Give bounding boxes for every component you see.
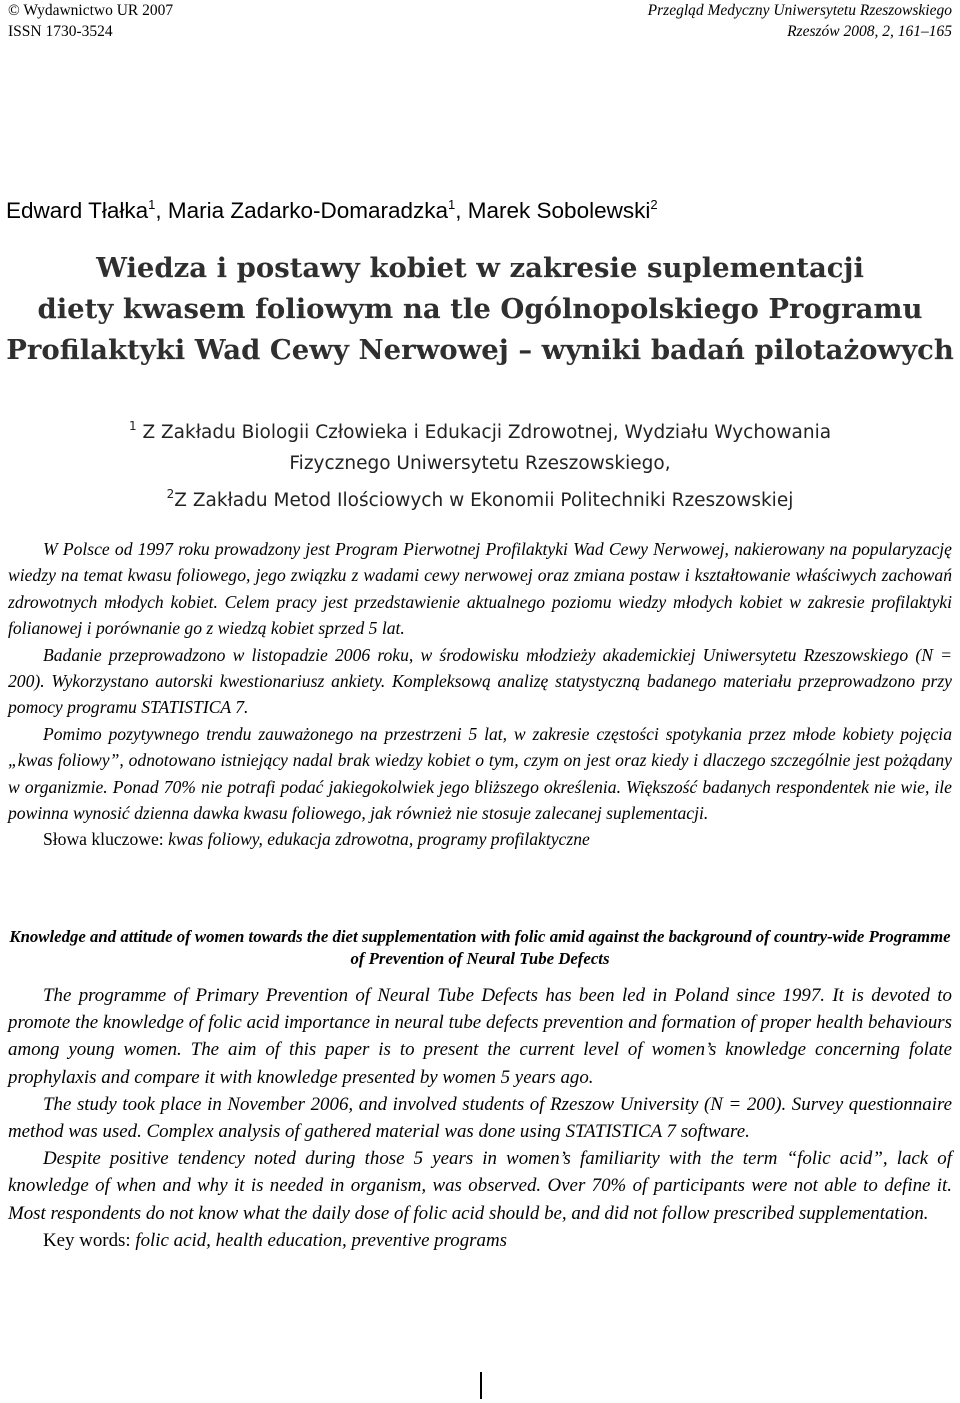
author-separator: ,	[155, 198, 168, 223]
journal-name: Przegląd Medyczny Uniwersytetu Rzeszowskiego	[647, 2, 952, 19]
keywords-polish	[8, 826, 952, 852]
abstract-polish	[8, 536, 952, 853]
keywords-label: Słowa kluczowe:	[43, 829, 169, 850]
title-line: diety kwasem foliowym na tle Ogólnopolskiego Programu	[37, 293, 923, 325]
journal-issue: Rzeszów 2008, 2, 161–165	[787, 23, 952, 40]
abstract-english	[8, 982, 952, 1254]
publisher-copyright: © Wydawnictwo UR 2007	[8, 2, 174, 19]
keywords-label: Key words:	[43, 1229, 136, 1251]
abstract-paragraph: Badanie przeprowadzono w listopadzie 2006 roku, w środowisku młodzieży akademickiej Uniwersytetu Rzeszowskiego (N = 200). Wykorzystano autorski kwestionariusz ankiety. Kompleksową analizę statystyczną badanego materiału przeprowadzono przy pomocy programu STATISTICA 7.	[8, 644, 952, 718]
paper-title	[0, 248, 960, 371]
running-header-line-1	[8, 0, 952, 22]
abstract-paragraph: The study took place in November 2006, and involved students of Rzeszow University (N = 200). Survey questionnaire method was used. Complex analysis of gathered material was done using STATISTICA 7 software.	[8, 1093, 952, 1143]
affiliations	[0, 411, 960, 516]
author-name: Marek Sobolewski	[467, 198, 651, 223]
issn: ISSN 1730-3524	[8, 23, 113, 40]
abstract-paragraph: Pomimo pozytywnego trendu zauważonego na przestrzeni 5 lat, w zakresie częstości spotykania przez młode kobiety pojęcia „kwas foliowy”, odnotowano istniejący nadal brak wiedzy kobiet o tym, czym on jest oraz kiedy i dlaczego szczególnie jest pożądany w organizmie. Ponad 70% nie potrafi podać jakiegokolwiek jego bliższego określenia. Większość badanych respondentek nie wie, ile powinna wynosić dzienna dawka kwasu foliowego, jak również nie stosuje zalecanej suplementacji.	[8, 723, 952, 824]
title-line: Profilaktyki Wad Cewy Nerwowej – wyniki badań pilotażowych	[6, 334, 954, 366]
author-list	[6, 197, 658, 224]
author-separator: ,	[455, 198, 468, 223]
affiliation-mark: 2	[166, 487, 175, 501]
title-line: Wiedza i postawy kobiet w zakresie suplementacji	[96, 252, 864, 284]
affiliation-mark: 1	[128, 419, 137, 433]
abstract-paragraph: Despite positive tendency noted during those 5 years in women’s familiarity with the term “folic acid”, lack of knowledge of when and why it is needed in organism, was observed. Over 70% of participants were not able to define it. Most respondents do not know what the daily dose of folic acid should be, and did not follow prescribed supplementation.	[8, 1148, 952, 1224]
abstract-paragraph: W Polsce od 1997 roku prowadzony jest Program Pierwotnej Profilaktyki Wad Cewy Nerwowej, nakierowany na popularyzację wiedzy na temat kwasu foliowego, jego związku z wadami cewy nerwowej oraz zmiana postaw i kształtowanie właściwych zachowań zdrowotnych młodych kobiet. Celem pracy jest przedstawienie aktualnego poziomu wiedzy młodych kobiet w zakresie profilaktyki folianowej i porównanie go z wiedzą kobiet sprzed 5 lat.	[8, 539, 952, 639]
author-affiliation-mark: 1	[148, 197, 156, 212]
author-affiliation-mark: 1	[448, 197, 456, 212]
keywords-text: kwas foliowy, edukacja zdrowotna, programy profilaktyczne	[168, 829, 590, 850]
affiliation-2: $^2$Z Zakładu Metod Ilościowych w Ekonomii Politechniki Rzeszowskiej	[166, 487, 794, 511]
english-title: Knowledge and attitude of women towards the diet supplementation with folic amid against the background of country-wide Programme of Prevention of Neural Tube Defects	[9, 927, 951, 968]
abstract-paragraph: The programme of Primary Prevention of Neural Tube Defects has been led in Poland since 1997. It is devoted to promote the knowledge of folic acid importance in neural tube defects prevention and formation of proper health behaviours among young women. The aim of this paper is to present the current level of women’s knowledge concerning folate prophylaxis and compare it with knowledge presented by women 5 years ago.	[8, 985, 952, 1088]
author-name: Maria Zadarko-Domaradzka	[167, 198, 449, 223]
keywords-english	[8, 1227, 952, 1254]
running-header-line-2	[8, 21, 952, 43]
affiliation-1-line-2: Fizycznego Uniwersytetu Rzeszowskiego,	[289, 453, 671, 474]
keywords-text: folic acid, health education, preventive programs	[135, 1229, 507, 1251]
text-cursor-mark	[480, 1372, 482, 1399]
author-affiliation-mark: 2	[650, 197, 658, 212]
affiliation-1-line-1: $^1$ Z Zakładu Biologii Człowieka i Edukacji Zdrowotnej, Wydziału Wychowania	[128, 419, 832, 443]
author-name: Edward Tłałka	[6, 198, 149, 223]
